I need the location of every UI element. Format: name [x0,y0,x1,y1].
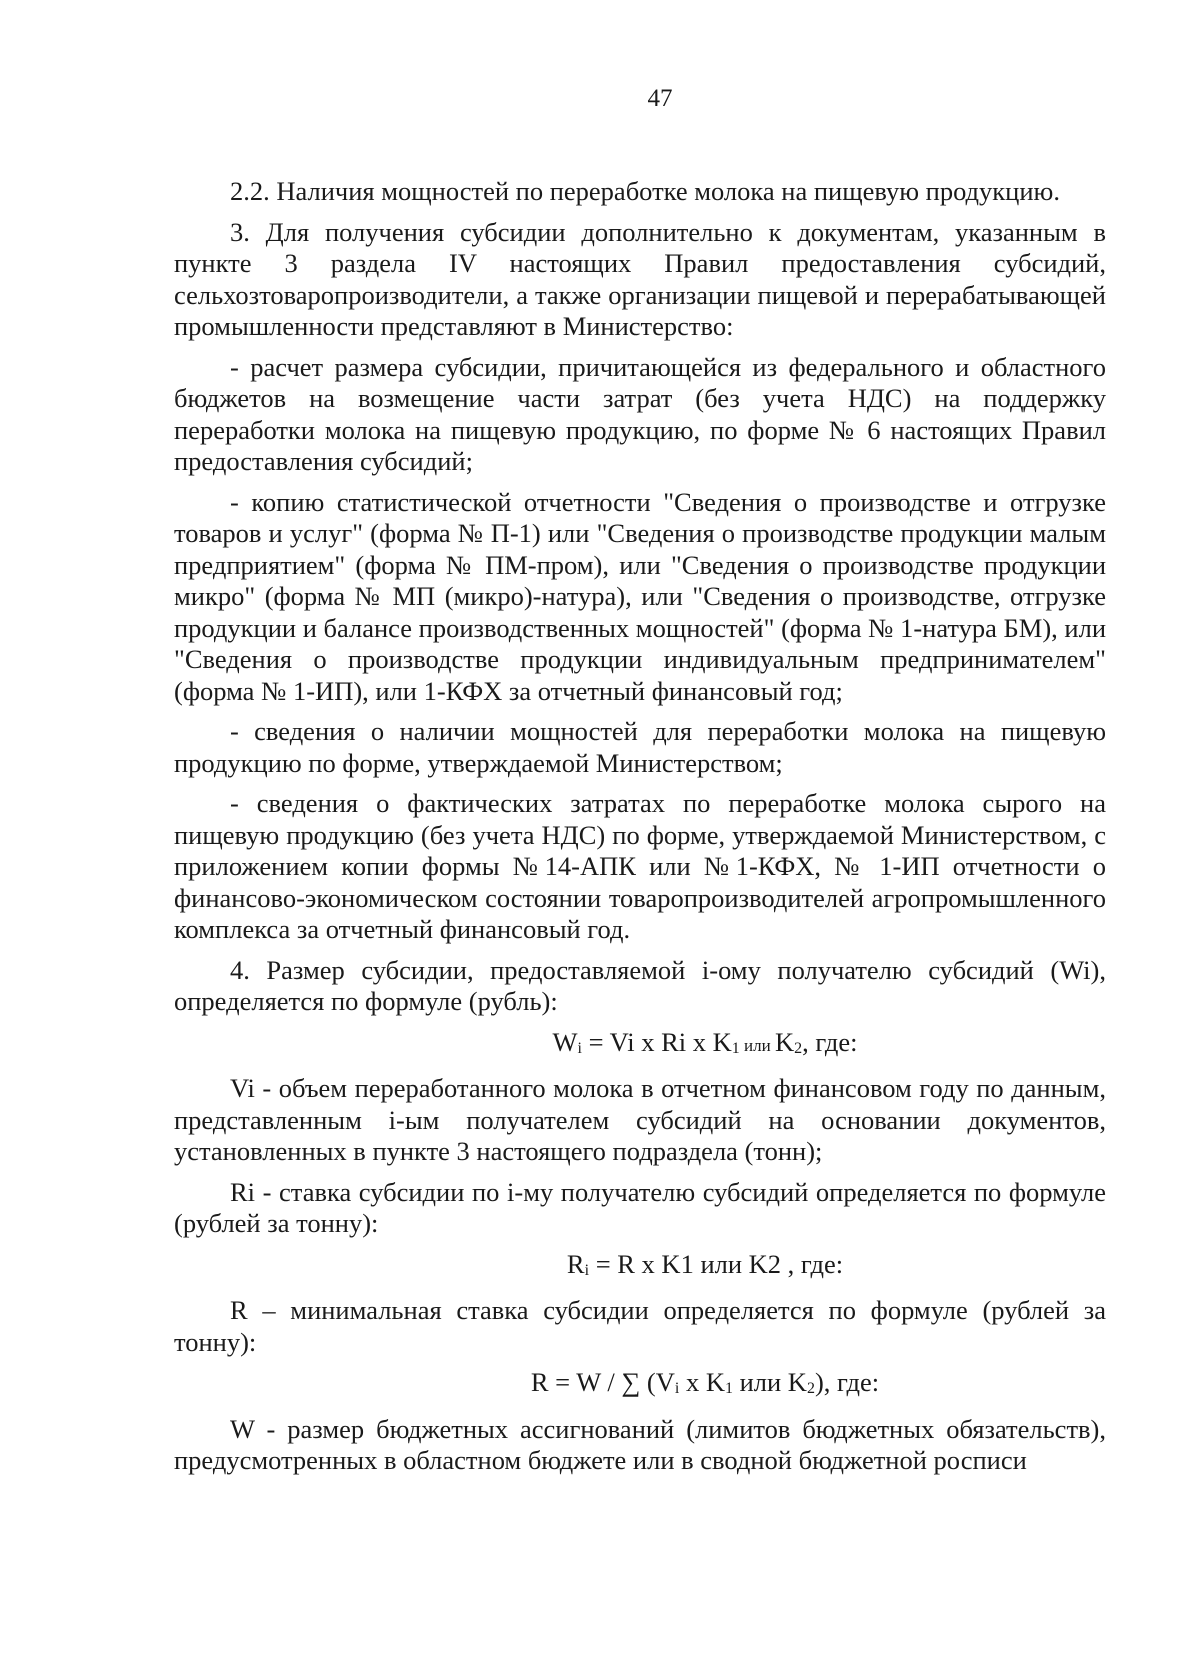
paragraph-4: 4. Размер субсидии, предоставляемой i-ому получателю субсидий (Wi), определяется по формуле (рубль): [174,954,1106,1016]
formula-r-k1-subscript: 1 [724,1380,733,1397]
formula-wi-body: = Vi x Ri x K [581,1026,732,1057]
definition-vi: Vi - объем переработанного молока в отчетном финансовом году по данным, представленным i-ым получателем субсидий на основании документов, установленных в пункте 3 настоящего подраздела (тонн); [174,1073,1106,1166]
paragraph-3: 3. Для получения субсидии дополнительно к документам, указанным в пункте 3 раздела IV настоящих Правил предоставления субсидий, сельхозтоваропроизводители, а также организации пищевой и перерабатывающей промышленности представляют в Министерство: [174,216,1106,341]
formula-wi-tail: , где: [802,1026,858,1057]
list-item-capacity-info: - сведения о наличии мощностей для переработки молока на пищевую продукцию по форме, утверждаемой Министерством; [174,716,1106,778]
list-item-statistics-copy: - копию статистической отчетности "Сведения о производстве и отгрузке товаров и услуг" (форма № П-1) или "Сведения о производстве продукции малым предприятием" (форма № ПМ-пром), или "Сведения о производстве продукции микро" (форма № МП (микро)-натура), или "Сведения о производстве, отгрузке продукции и балансе производственных мощностей" (форма № 1-натура БМ), или "Сведения о производстве продукции индивидуальным предпринимателем" (форма № 1-ИП), или 1-КФХ за отчетный финансовый год; [174,486,1106,706]
formula-r-or: или K [732,1367,807,1397]
formula-wi-k1-subscript: 1 [731,1039,740,1057]
formula-r-body2: x K [679,1367,725,1397]
page-number: 47 [647,85,673,112]
formula-ri-subscript: i [584,1261,590,1279]
formula-ri-body: = R x K1 или K2 , где: [589,1248,844,1279]
formula-r [174,1367,1106,1405]
definition-r: R – минимальная ставка субсидии определяется по формуле (рублей за тонну): [174,1295,1106,1357]
formula-wi-symbol: W [552,1026,578,1057]
formula-r-tail: ), где: [814,1367,880,1397]
definition-ri: Ri - ставка субсидии по i-му получателю субсидий определяется по формуле (рублей за тонну): [174,1176,1106,1238]
formula-ri [174,1249,1106,1287]
document-body [174,176,1106,1486]
formula-wi-or: или [739,1035,775,1055]
formula-r-body1: R = W / ∑ (V [530,1367,675,1397]
formula-wi [174,1027,1106,1065]
formula-r-v-subscript: i [674,1380,680,1397]
formula-wi-k2: K [774,1026,795,1057]
formula-wi-subscript: i [577,1039,582,1057]
list-item-actual-costs: - сведения о фактических затратах по переработке молока сырого на пищевую продукцию (без учета НДС) по форме, утверждаемой Министерством, с приложением копии формы №14-АПК или №1-КФХ, № 1-ИП отчетности о финансово-экономическом состоянии товаропроизводителей агропромышленного комплекса за отчетный финансовый год. [174,788,1106,944]
formula-ri-symbol: R [566,1248,585,1279]
formula-wi-k2-subscript: 2 [794,1039,803,1057]
paragraph-2-2: 2.2. Наличия мощностей по переработке молока на пищевую продукцию. [230,176,1060,206]
formula-r-k2-subscript: 2 [806,1380,815,1397]
list-item-calculation: - расчет размера субсидии, причитающейся из федерального и областного бюджетов на возмещение части затрат (без учета НДС) на поддержку переработки молока на пищевую продукцию, по форме № 6 настоящих Правил предоставления субсидий; [174,351,1106,476]
definition-w: W - размер бюджетных ассигнований (лимитов бюджетных обязательств), предусмотренных в областном бюджете или в сводной бюджетной росписи [174,1413,1106,1475]
